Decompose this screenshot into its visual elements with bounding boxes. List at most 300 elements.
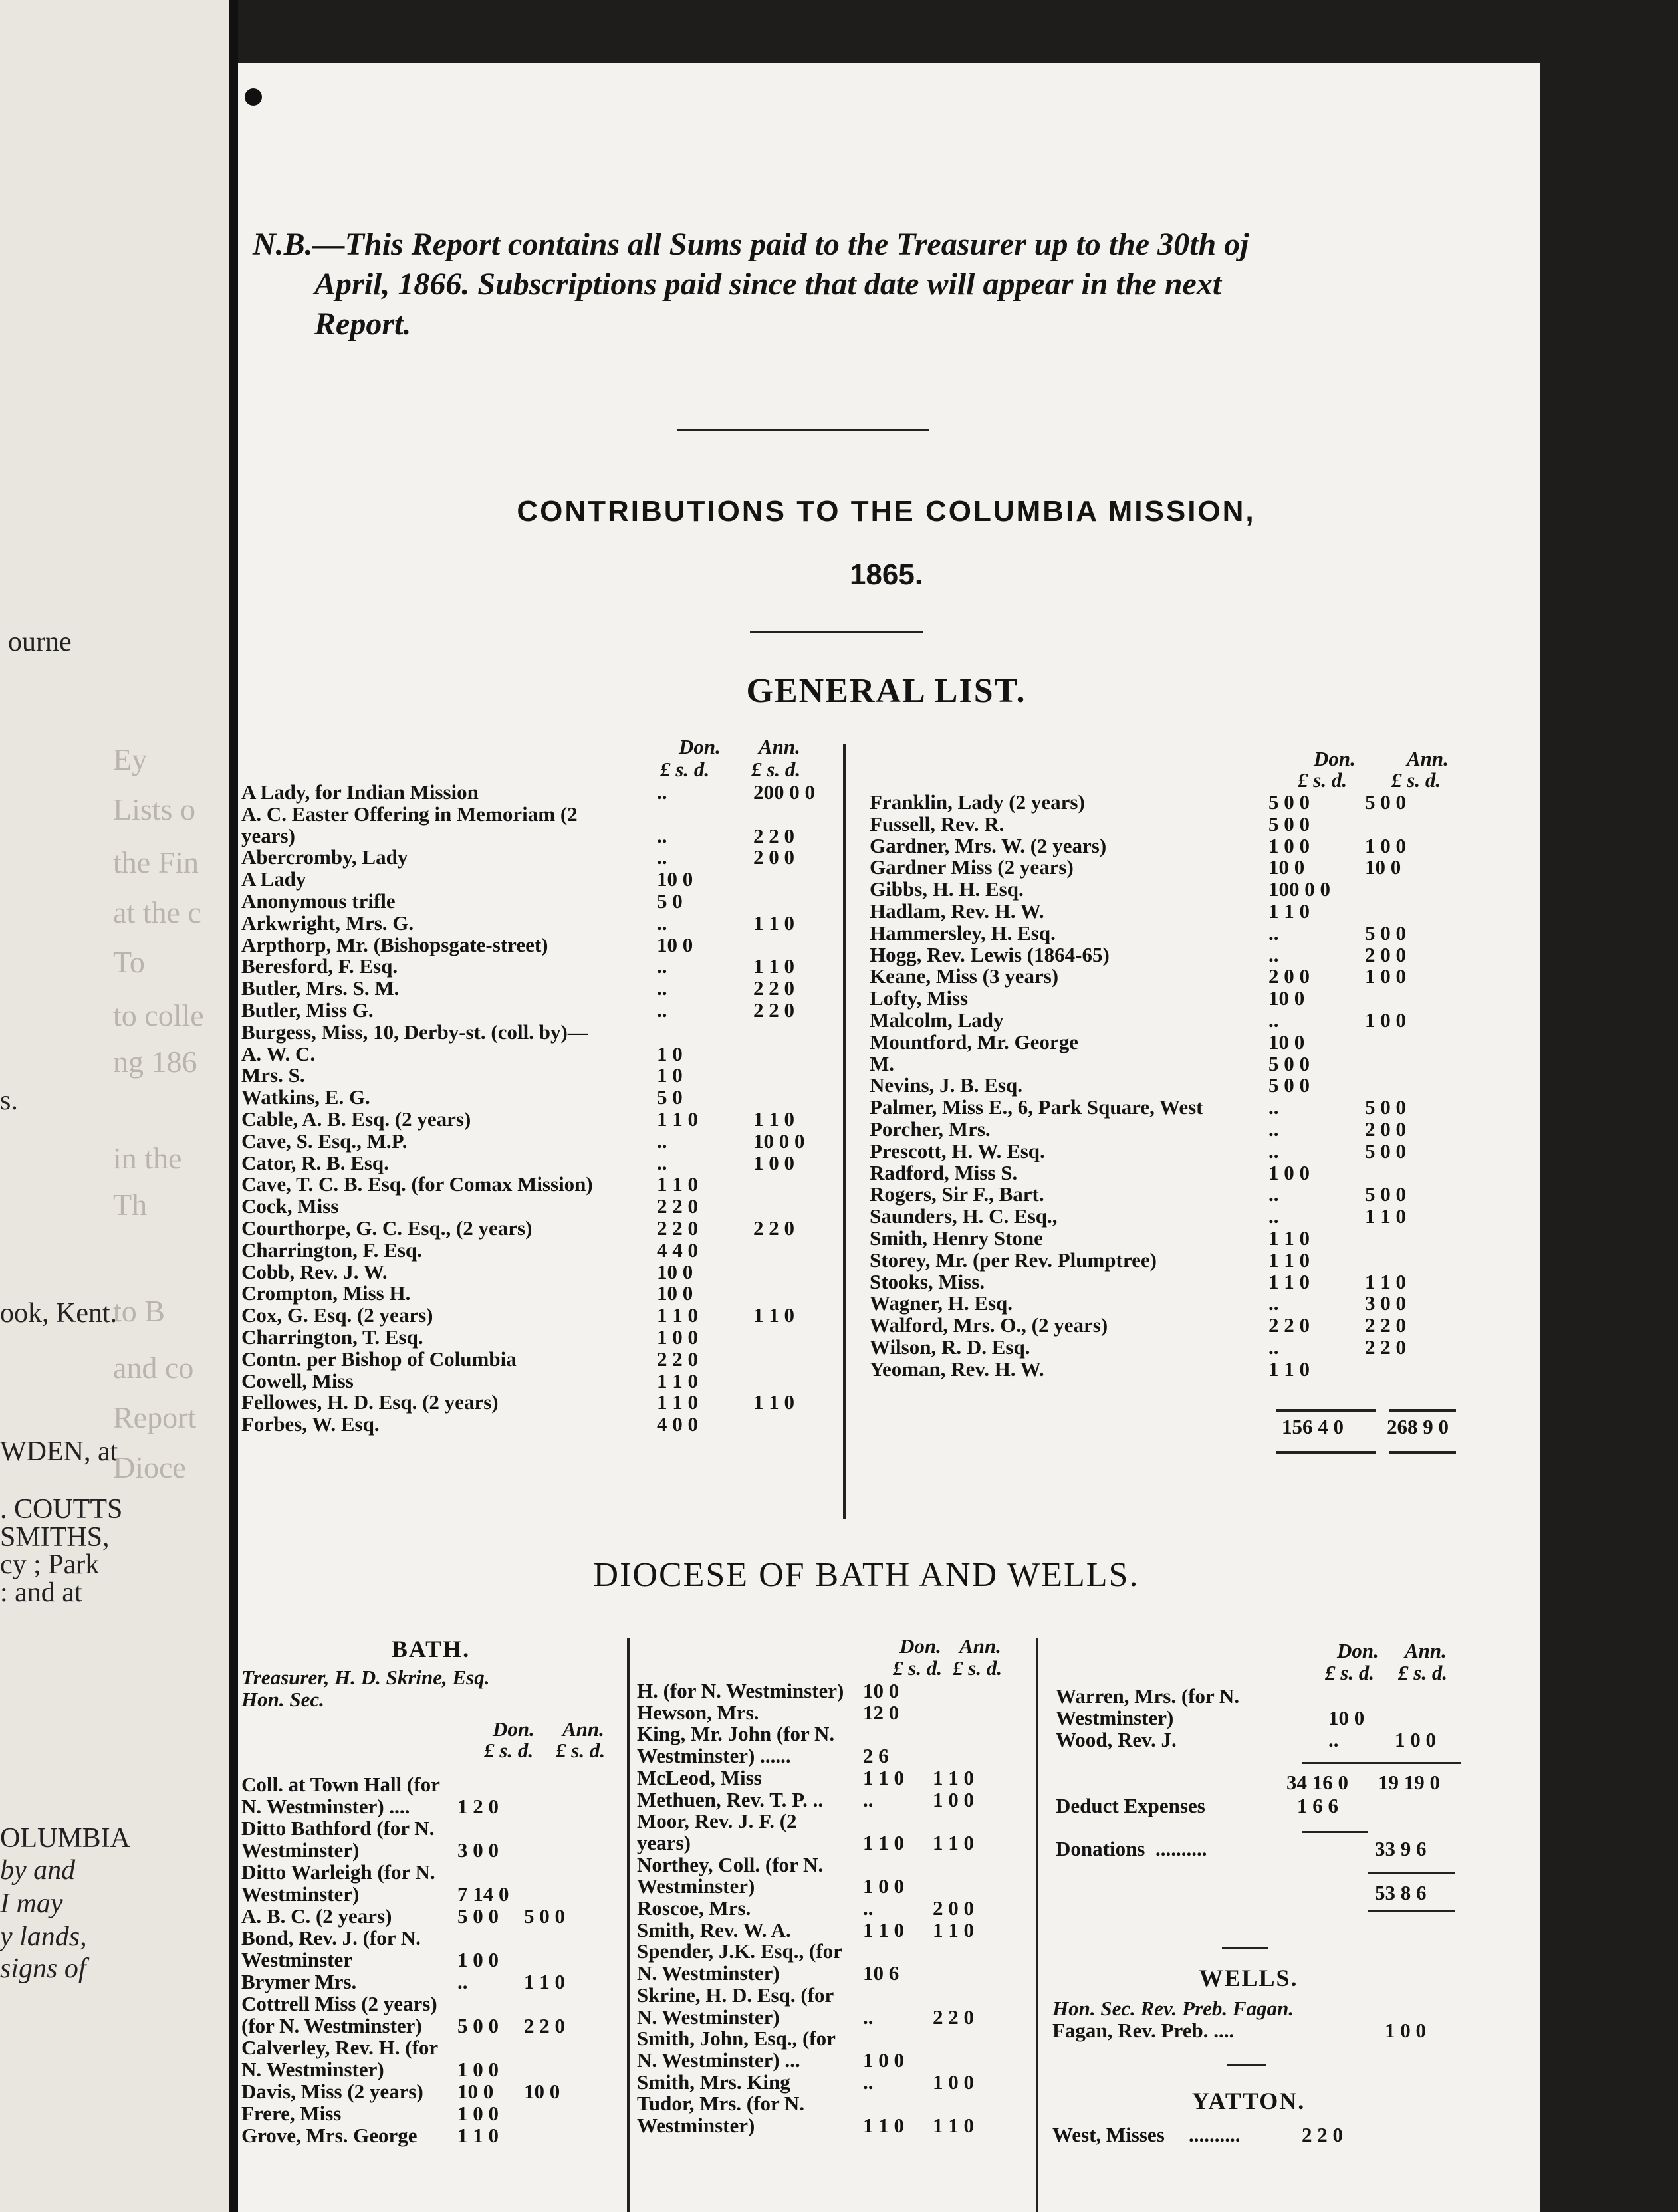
entry-name: A. B. C. (2 years)	[241, 1904, 392, 1928]
entry-name: Frere, Miss	[241, 2102, 342, 2125]
entry-name: Nevins, J. B. Esq.	[870, 1073, 1022, 1097]
entry-annual: 5 0 0	[1365, 1182, 1406, 1206]
entry-annual: 1 0 0	[1365, 964, 1406, 988]
entry-donation: 1 1 0	[863, 1918, 904, 1941]
entry-name: N. Westminster)	[241, 2058, 384, 2081]
entry-name: Calverley, Rev. H. (for	[241, 2036, 439, 2059]
notice-line-2: April, 1866. Subscriptions paid since that date will appear in the next	[314, 267, 1222, 302]
gl-total-underline-don	[1276, 1451, 1376, 1454]
entry-name: Cox, G. Esq. (2 years)	[241, 1303, 433, 1327]
entry-name: Cottrell Miss (2 years)	[241, 1992, 437, 2015]
entry-name: Westminster)	[637, 1874, 755, 1898]
entry-name: Hewson, Mrs.	[637, 1700, 759, 1724]
entry-name: Wood, Rev. J.	[1056, 1728, 1177, 1751]
prev-page-text: y lands,	[0, 1922, 87, 1952]
entry-donation: 1 2 0	[457, 1795, 499, 1818]
gl-right-ann-header: Ann.	[1407, 747, 1449, 770]
bath-col2-currency-ann: £ s. d.	[953, 1656, 1003, 1680]
entry-name: Westminster	[241, 1948, 353, 1971]
entry-annual: 5 0 0	[524, 1904, 565, 1928]
entry-donation: 5 0 0	[457, 2014, 499, 2037]
prev-page-text: SMITHS,	[0, 1522, 110, 1553]
entry-annual: 1 1 0	[933, 1830, 974, 1854]
entry-donation: 1 1 0	[863, 1830, 904, 1854]
entry-donation: ..	[657, 780, 667, 804]
gl-total-ann: 268 9 0	[1387, 1415, 1449, 1438]
report-page	[238, 63, 1540, 2212]
entry-annual: 3 0 0	[1365, 1291, 1406, 1315]
entry-donation: ..	[1268, 1139, 1279, 1162]
prev-page-bleed-text: to B	[113, 1294, 165, 1328]
entry-annual: 1 0 0	[1365, 1008, 1406, 1032]
entry-annual: 5 0 0	[1365, 1139, 1406, 1162]
entry-name: years)	[637, 1830, 691, 1854]
entry-donation: 10 0	[457, 2080, 494, 2103]
entry-donation: 10 6	[863, 1961, 899, 1985]
short-rule	[750, 631, 923, 633]
prev-page-text: : and at	[0, 1577, 82, 1608]
entry-annual: 2 0 0	[933, 1896, 974, 1920]
entry-donation: 1 1 0	[657, 1107, 698, 1131]
bath-divider-1	[627, 1638, 630, 2212]
entry-name: Abercromby, Lady	[241, 845, 408, 869]
bath-col2-ann-header: Ann.	[959, 1634, 1001, 1658]
deduct-expenses-value: 1 6 6	[1297, 1794, 1338, 1817]
bath-col1-currency-ann: £ s. d.	[556, 1739, 606, 1762]
entry-name: Gardner, Mrs. W. (2 years)	[870, 833, 1107, 857]
entry-donation: 1 1 0	[457, 2124, 499, 2147]
entry-donation: 10 0	[1268, 855, 1305, 879]
entry-donation: ..	[657, 1151, 667, 1174]
prev-page-bleed-text: Th	[113, 1188, 148, 1222]
prev-page-bleed-text: Dioce	[113, 1450, 186, 1484]
entry-annual: 2 2 0	[753, 976, 794, 1000]
entry-name: Roscoe, Mrs.	[637, 1896, 751, 1920]
wells-short-rule	[1222, 1947, 1268, 1949]
gl-total-rule-don	[1276, 1409, 1376, 1412]
deduct-expenses-label: Deduct Expenses	[1056, 1794, 1205, 1817]
ink-dot	[245, 88, 262, 106]
entry-name: Smith, Mrs. King	[637, 2070, 790, 2094]
entry-donation: 10 0	[1328, 1706, 1365, 1729]
entry-donation: 1 1 0	[657, 1303, 698, 1327]
entry-name: Saunders, H. C. Esq.,	[870, 1204, 1058, 1228]
gl-right-currency-ann: £ s. d.	[1391, 768, 1441, 792]
entry-donation: ..	[657, 998, 667, 1022]
entry-annual: 2 0 0	[1365, 1117, 1406, 1141]
donations-value: 33 9 6	[1375, 1837, 1427, 1860]
entry-name: Yeoman, Rev. H. W.	[870, 1357, 1044, 1381]
entry-donation: 10 0	[657, 1260, 693, 1283]
entry-name: Moor, Rev. J. F. (2	[637, 1809, 797, 1833]
prev-page-bleed-text: To	[113, 945, 145, 979]
previous-page-edge	[0, 0, 229, 2212]
entry-donation: ..	[1268, 1117, 1279, 1141]
entry-donation: 10 0	[657, 1281, 693, 1305]
entry-annual: 2 2 0	[1365, 1335, 1406, 1359]
entry-name: Anonymous trifle	[241, 889, 396, 913]
entry-donation: 2 2 0	[657, 1347, 698, 1371]
entry-donation: 1 1 0	[1268, 1357, 1310, 1381]
entry-name: N. Westminster)	[637, 1961, 780, 1985]
entry-name: Westminster) ......	[637, 1744, 791, 1768]
page-gutter	[229, 0, 238, 2212]
entry-name: Storey, Mr. (per Rev. Plumptree)	[870, 1248, 1157, 1272]
entry-name: McLeod, Miss	[637, 1765, 762, 1789]
entry-name: Northey, Coll. (for N.	[637, 1852, 824, 1876]
entry-annual: 1 0 0	[753, 1151, 794, 1174]
entry-name: N. Westminster)	[637, 2005, 780, 2029]
yatton-west-dots: ..........	[1189, 2123, 1241, 2146]
entry-donation: ..	[1268, 942, 1279, 966]
entry-donation: 1 0 0	[457, 2102, 499, 2125]
entry-donation: 2 0 0	[1268, 964, 1310, 988]
entry-annual: 2 0 0	[1365, 942, 1406, 966]
entry-name: A Lady	[241, 867, 306, 891]
entry-donation: 10 0	[657, 867, 693, 891]
entry-name: Crompton, Miss H.	[241, 1281, 411, 1305]
entry-name: Bond, Rev. J. (for N.	[241, 1926, 421, 1949]
entry-name: Hammersley, H. Esq.	[870, 921, 1056, 944]
entry-name: Smith, Rev. W. A.	[637, 1918, 791, 1941]
gl-left-don-header: Don.	[679, 735, 721, 758]
entry-donation: 10 0	[863, 1679, 899, 1702]
entry-donation: ..	[657, 824, 667, 847]
entry-name: Ditto Warleigh (for N.	[241, 1860, 435, 1884]
prev-page-bleed-text: Ey	[113, 742, 148, 776]
wells-fagan-name: Fagan, Rev. Preb. ....	[1052, 2019, 1235, 2042]
entry-donation: ..	[863, 2070, 874, 2094]
entry-name: Ditto Bathford (for N.	[241, 1817, 435, 1840]
entry-donation: 1 0 0	[657, 1325, 698, 1349]
entry-name: Fussell, Rev. R.	[870, 812, 1005, 835]
entry-annual: 10 0	[1365, 855, 1401, 879]
entry-donation: 5 0	[657, 1085, 683, 1109]
entry-name: Mountford, Mr. George	[870, 1030, 1078, 1053]
prev-page-text: s.	[0, 1085, 18, 1116]
gl-left-currency-don: £ s. d.	[660, 758, 710, 781]
entry-annual: 1 1 0	[753, 1303, 794, 1327]
entry-annual: 10 0	[524, 2080, 560, 2103]
entry-donation: 1 1 0	[657, 1390, 698, 1414]
entry-name: (for N. Westminster)	[241, 2014, 422, 2037]
entry-donation: ..	[1268, 1182, 1279, 1206]
prev-page-text: by and	[0, 1855, 76, 1886]
entry-donation: ..	[657, 1129, 667, 1153]
entry-name: Prescott, H. W. Esq.	[870, 1139, 1045, 1162]
entry-name: Westminster)	[241, 1882, 360, 1906]
prev-page-text: . COUTTS	[0, 1494, 123, 1525]
entry-annual: 1 1 0	[753, 954, 794, 978]
entry-donation: 1 1 0	[1268, 1226, 1310, 1250]
entry-annual: 1 1 0	[1365, 1204, 1406, 1228]
entry-annual: 5 0 0	[1365, 790, 1406, 814]
divider-rule	[677, 429, 929, 431]
entry-name: Smith, John, Esq., (for	[637, 2027, 836, 2050]
bath-col1-ann-header: Ann.	[562, 1717, 604, 1741]
entry-annual: 5 0 0	[1365, 1095, 1406, 1119]
entry-name: Charrington, F. Esq.	[241, 1238, 422, 1262]
prev-page-bleed-text: and co	[113, 1351, 194, 1384]
prev-page-text: ook, Kent.	[0, 1298, 118, 1329]
gl-column-divider	[843, 744, 846, 1519]
yatton-title: YATTON.	[1191, 2088, 1306, 2114]
main-title: CONTRIBUTIONS TO THE COLUMBIA MISSION,	[517, 495, 1256, 528]
entry-donation: 1 1 0	[1268, 1248, 1310, 1272]
entry-donation: ..	[863, 1896, 874, 1920]
entry-annual: 1 1 0	[753, 1107, 794, 1131]
entry-name: H. (for N. Westminster)	[637, 1679, 844, 1702]
entry-donation: ..	[1268, 921, 1279, 944]
entry-name: Cock, Miss	[241, 1194, 339, 1218]
bath-col2-currency-don: £ s. d.	[893, 1656, 943, 1680]
grand-total-rule	[1368, 1872, 1455, 1874]
prev-page-text: WDEN, at	[0, 1436, 118, 1467]
entry-donation: ..	[1268, 1291, 1279, 1315]
entry-donation: 1 0 0	[1268, 1161, 1310, 1184]
year-heading: 1865.	[849, 558, 923, 591]
entry-donation: 1 0	[657, 1042, 683, 1065]
prev-page-bleed-text: Lists o	[113, 792, 195, 826]
prev-page-bleed-text: to colle	[113, 998, 204, 1032]
prev-page-text: ourne	[8, 627, 72, 657]
gl-total-underline-ann	[1389, 1451, 1456, 1454]
entry-donation: 1 1 0	[1268, 899, 1310, 923]
entry-annual: 1 0 0	[1395, 1728, 1436, 1751]
gl-total-rule-ann	[1389, 1409, 1456, 1412]
entry-donation: 1 0 0	[1268, 833, 1310, 857]
entry-donation: ..	[863, 1787, 874, 1811]
notice-line-3: Report.	[314, 306, 412, 342]
entry-donation: 5 0 0	[457, 1904, 499, 1928]
entry-donation: ..	[457, 1970, 468, 1993]
entry-name: Gardner Miss (2 years)	[870, 855, 1074, 879]
entry-donation: 7 14 0	[457, 1882, 509, 1906]
entry-donation: 2 6	[863, 1744, 889, 1768]
entry-name: Grove, Mrs. George	[241, 2124, 418, 2147]
entry-annual: 1 1 0	[753, 1390, 794, 1414]
entry-name: Walford, Mrs. O., (2 years)	[870, 1313, 1108, 1337]
entry-name: Cave, S. Esq., M.P.	[241, 1129, 408, 1153]
entry-donation: 1 0	[657, 1063, 683, 1087]
gl-total-don: 156 4 0	[1282, 1415, 1344, 1438]
entry-donation: ..	[1268, 1095, 1279, 1119]
prev-page-bleed-text: the Fin	[113, 845, 199, 879]
entry-name: A. W. C.	[241, 1042, 316, 1065]
prev-page-text: I may	[0, 1888, 63, 1919]
entry-name: Mrs. S.	[241, 1063, 305, 1087]
entry-annual: 2 2 0	[753, 824, 794, 847]
entry-name: Stooks, Miss.	[870, 1270, 985, 1293]
entry-donation: 1 0 0	[863, 2048, 904, 2072]
entry-donation: 5 0 0	[1268, 812, 1310, 835]
entry-donation: 1 1 0	[1268, 1270, 1310, 1293]
entry-donation: 1 0 0	[457, 1948, 499, 1971]
entry-name: Franklin, Lady (2 years)	[870, 790, 1085, 814]
entry-name: Wilson, R. D. Esq.	[870, 1335, 1030, 1359]
entry-donation: 12 0	[863, 1700, 899, 1724]
entry-name: Westminster)	[1056, 1706, 1174, 1729]
entry-donation: 2 2 0	[657, 1216, 698, 1240]
gl-right-currency-don: £ s. d.	[1298, 768, 1348, 792]
entry-donation: ..	[863, 2005, 874, 2029]
entry-name: Forbes, W. Esq.	[241, 1412, 380, 1436]
entry-donation: 4 0 0	[657, 1412, 698, 1436]
bath-col3-ann-header: Ann.	[1405, 1639, 1447, 1662]
entry-name: Courthorpe, G. C. Esq., (2 years)	[241, 1216, 533, 1240]
entry-donation: ..	[1328, 1728, 1339, 1751]
donations-dots: ..........	[1155, 1837, 1207, 1860]
bath-hon-sec: Hon. Sec.	[241, 1688, 324, 1711]
entry-name: Butler, Miss G.	[241, 998, 374, 1022]
entry-name: N. Westminster) ....	[241, 1795, 410, 1818]
entry-name: Cobb, Rev. J. W.	[241, 1260, 388, 1283]
entry-name: Methuen, Rev. T. P. ..	[637, 1787, 824, 1811]
entry-donation: ..	[657, 845, 667, 869]
bath-col1-don-header: Don.	[493, 1717, 535, 1741]
entry-donation: 1 0 0	[863, 1874, 904, 1898]
entry-annual: 2 0 0	[753, 845, 794, 869]
entry-annual: 2 2 0	[753, 998, 794, 1022]
bath-subtotal-ann: 19 19 0	[1378, 1771, 1440, 1794]
entry-name: Porcher, Mrs.	[870, 1117, 991, 1141]
bath-divider-2	[1036, 1638, 1038, 2212]
entry-annual: 5 0 0	[1365, 921, 1406, 944]
entry-name: Keane, Miss (3 years)	[870, 964, 1059, 988]
entry-name: Davis, Miss (2 years)	[241, 2080, 423, 2103]
entry-name: Lofty, Miss	[870, 986, 969, 1010]
diocese-title: DIOCESE OF BATH AND WELLS.	[593, 1556, 1139, 1594]
entry-donation: 5 0 0	[1268, 790, 1310, 814]
entry-donation: 10 0	[657, 933, 693, 956]
prev-page-bleed-text: at the c	[113, 895, 201, 929]
entry-annual: 1 1 0	[1365, 1270, 1406, 1293]
entry-donation: 2 2 0	[1268, 1313, 1310, 1337]
entry-annual: 1 0 0	[1365, 833, 1406, 857]
entry-name: N. Westminster) ...	[637, 2048, 800, 2072]
entry-annual: 2 2 0	[753, 1216, 794, 1240]
entry-donation: ..	[1268, 1335, 1279, 1359]
gl-right-don-header: Don.	[1314, 747, 1356, 770]
entry-donation: 1 1 0	[657, 1172, 698, 1196]
entry-name: Palmer, Miss E., 6, Park Square, West	[870, 1095, 1203, 1119]
entry-annual: 1 1 0	[524, 1970, 565, 1993]
prev-page-bleed-text: Report	[113, 1400, 197, 1434]
entry-name: Wagner, H. Esq.	[870, 1291, 1013, 1315]
entry-donation: 1 1 0	[863, 2114, 904, 2137]
entry-name: Fellowes, H. D. Esq. (2 years)	[241, 1390, 499, 1414]
entry-donation: 10 0	[1268, 1030, 1305, 1053]
entry-donation: ..	[657, 976, 667, 1000]
entry-name: Cable, A. B. Esq. (2 years)	[241, 1107, 471, 1131]
entry-donation: 5 0	[657, 889, 683, 913]
prev-page-bleed-text: in the	[113, 1141, 182, 1175]
entry-donation: ..	[1268, 1204, 1279, 1228]
entry-donation: 4 4 0	[657, 1238, 698, 1262]
bath-col3-currency-don: £ s. d.	[1325, 1661, 1375, 1684]
entry-annual: 2 2 0	[1365, 1313, 1406, 1337]
prev-page-text: cy ; Park	[0, 1549, 100, 1580]
entry-annual: 2 2 0	[933, 2005, 974, 2029]
grand-total-underline	[1368, 1910, 1455, 1912]
wells-fagan-ann: 1 0 0	[1385, 2019, 1426, 2042]
entry-name: Hogg, Rev. Lewis (1864-65)	[870, 942, 1110, 966]
wells-hon-sec: Hon. Sec. Rev. Preb. Fagan.	[1052, 1997, 1294, 2020]
donations-label: Donations	[1056, 1837, 1145, 1860]
entry-annual: 1 0 0	[933, 2070, 974, 2094]
bath-col3-currency-ann: £ s. d.	[1398, 1661, 1448, 1684]
bath-col3-don-header: Don.	[1337, 1639, 1379, 1662]
entry-name: Hadlam, Rev. H. W.	[870, 899, 1044, 923]
entry-donation: 10 0	[1268, 986, 1305, 1010]
entry-donation: 1 1 0	[657, 1369, 698, 1392]
entry-annual: 2 2 0	[524, 2014, 565, 2037]
entry-name: Burgess, Miss, 10, Derby-st. (coll. by)—	[241, 1020, 588, 1044]
entry-donation: 3 0 0	[457, 1838, 499, 1862]
prev-page-text: signs of	[0, 1953, 86, 1984]
entry-name: Radford, Miss S.	[870, 1161, 1018, 1184]
entry-name: Malcolm, Lady	[870, 1008, 1004, 1032]
entry-name: Cator, R. B. Esq.	[241, 1151, 389, 1174]
bath-subtotal-rule	[1302, 1762, 1461, 1764]
entry-name: Westminster)	[637, 2114, 755, 2137]
entry-name: King, Mr. John (for N.	[637, 1722, 835, 1746]
entry-annual: 200 0 0	[753, 780, 815, 804]
entry-name: Arkwright, Mrs. G.	[241, 911, 414, 935]
yatton-west-name: West, Misses	[1052, 2123, 1165, 2146]
entry-name: Cave, T. C. B. Esq. (for Comax Mission)	[241, 1172, 593, 1196]
entry-annual: 1 1 0	[753, 911, 794, 935]
entry-name: M.	[870, 1051, 895, 1075]
bath-subtotal-don: 34 16 0	[1286, 1771, 1348, 1794]
bath-col1-currency-don: £ s. d.	[484, 1739, 534, 1762]
prev-page-text: OLUMBIA	[0, 1823, 130, 1854]
entry-name: Brymer Mrs.	[241, 1970, 357, 1993]
entry-donation: ..	[657, 911, 667, 935]
entry-name: Contn. per Bishop of Columbia	[241, 1347, 517, 1371]
general-list-title: GENERAL LIST.	[746, 672, 1026, 710]
grand-total-value: 53 8 6	[1375, 1881, 1427, 1904]
entry-name: Warren, Mrs. (for N.	[1056, 1684, 1240, 1708]
entry-annual: 1 1 0	[933, 1918, 974, 1941]
entry-annual: 10 0 0	[753, 1129, 805, 1153]
entry-donation: 1 0 0	[457, 2058, 499, 2081]
bath-title: BATH.	[391, 1636, 471, 1662]
entry-donation: 5 0 0	[1268, 1073, 1310, 1097]
wells-title: WELLS.	[1199, 1965, 1298, 1991]
entry-annual: 1 0 0	[933, 1787, 974, 1811]
entry-name: Spender, J.K. Esq., (for	[637, 1939, 842, 1963]
entry-name: A. C. Easter Offering in Memoriam (2	[241, 802, 578, 826]
entry-name: Arpthorp, Mr. (Bishopsgate-street)	[241, 933, 548, 956]
entry-name: Tudor, Mrs. (for N.	[637, 2092, 805, 2116]
entry-annual: 1 1 0	[933, 2114, 974, 2137]
entry-name: Gibbs, H. H. Esq.	[870, 877, 1024, 901]
entry-name: Skrine, H. D. Esq. (for	[637, 1983, 834, 2007]
entry-annual: 1 1 0	[933, 1765, 974, 1789]
bath-col2-don-header: Don.	[899, 1634, 941, 1658]
entry-donation: ..	[657, 954, 667, 978]
entry-name: Smith, Henry Stone	[870, 1226, 1043, 1250]
entry-donation: 100 0 0	[1268, 877, 1330, 901]
entry-name: Coll. at Town Hall (for	[241, 1773, 440, 1796]
entry-name: Cowell, Miss	[241, 1369, 354, 1392]
entry-name: Butler, Mrs. S. M.	[241, 976, 400, 1000]
bath-treasurer: Treasurer, H. D. Skrine, Esq.	[241, 1666, 490, 1689]
entry-donation: 1 1 0	[863, 1765, 904, 1789]
entry-name: A Lady, for Indian Mission	[241, 780, 479, 804]
entry-name: Watkins, E. G.	[241, 1085, 370, 1109]
